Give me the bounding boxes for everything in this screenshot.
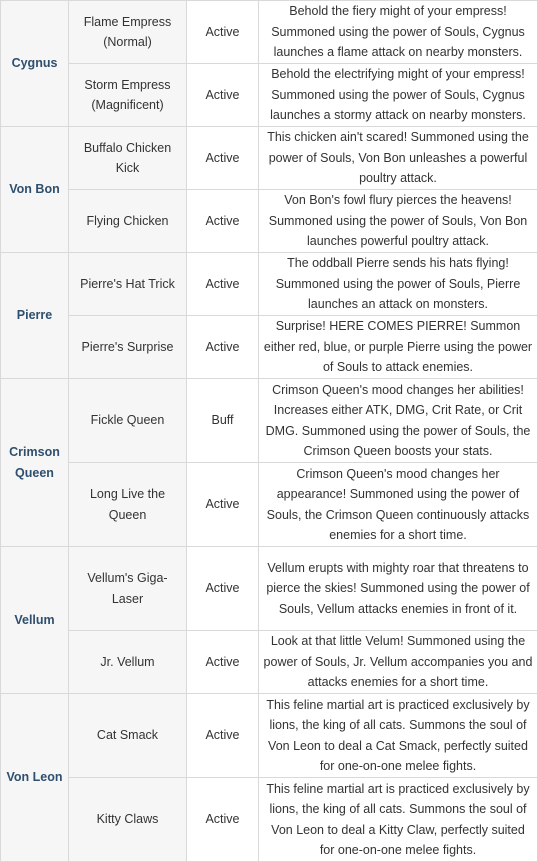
skill-type: Active — [205, 340, 239, 354]
skill-type-cell — [187, 463, 259, 547]
skill-name-cell — [69, 463, 187, 547]
skill-name: Flying Chicken — [87, 214, 169, 228]
skill-description-cell — [259, 127, 537, 190]
skill-description: The oddball Pierre sends his hats flying! Summoned using the power of Souls, Pierre launches an attack on monsters. — [276, 256, 521, 311]
skill-description-cell — [259, 316, 537, 379]
skill-name: Pierre's Surprise — [82, 340, 174, 354]
skill-type: Active — [205, 277, 239, 291]
skill-name-cell — [69, 127, 187, 190]
skill-description-cell — [259, 694, 537, 778]
boss-name-cell — [1, 694, 69, 862]
skill-name-cell — [69, 778, 187, 862]
skill-name: Fickle Queen — [91, 413, 165, 427]
skill-type-cell — [187, 379, 259, 463]
table-row — [1, 316, 537, 379]
table-row — [1, 64, 537, 127]
skill-description: Vellum erupts with mighty roar that threatens to pierce the skies! Summoned using the power of Souls, Vellum attacks enemies in front of it. — [266, 561, 529, 616]
skill-type: Active — [205, 655, 239, 669]
skill-name-cell — [69, 64, 187, 127]
skill-type-cell — [187, 64, 259, 127]
skill-name: Flame Empress (Normal) — [84, 15, 172, 50]
skill-description-cell — [259, 253, 537, 316]
skill-description-cell — [259, 778, 537, 862]
boss-name-cell — [1, 253, 69, 379]
skill-description-cell — [259, 64, 537, 127]
table-row — [1, 463, 537, 547]
skill-name-cell — [69, 1, 187, 64]
skill-type: Active — [205, 728, 239, 742]
skill-type: Active — [205, 497, 239, 511]
skill-description: Behold the fiery might of your empress! Summoned using the power of Souls, Cygnus launches a flame attack on nearby monsters. — [271, 4, 525, 59]
skill-type: Active — [205, 151, 239, 165]
skill-description: Behold the electrifying might of your empress! Summoned using the power of Souls, Cygnus launches a stormy attack on nearby monsters. — [270, 67, 526, 122]
boss-name: Von Bon — [9, 182, 59, 196]
table-row — [1, 1, 537, 64]
skill-description: Von Bon's fowl flury pierces the heavens! Summoned using the power of Souls, Von Bon launches powerful poultry attack. — [269, 193, 528, 248]
boss-name-cell — [1, 379, 69, 547]
boss-name: Vellum — [14, 613, 54, 627]
table-row — [1, 547, 537, 631]
skill-name: Pierre's Hat Trick — [80, 277, 175, 291]
skill-type-cell — [187, 547, 259, 631]
boss-name-cell — [1, 127, 69, 253]
skill-name: Jr. Vellum — [100, 655, 154, 669]
table-row — [1, 127, 537, 190]
skill-type: Active — [205, 214, 239, 228]
skill-name-cell — [69, 547, 187, 631]
skill-name-cell — [69, 631, 187, 694]
skill-type: Active — [205, 812, 239, 826]
skill-description-cell — [259, 463, 537, 547]
boss-name: Von Leon — [6, 770, 62, 784]
table-row — [1, 631, 537, 694]
skill-description-cell — [259, 1, 537, 64]
skill-name: Buffalo Chicken Kick — [84, 141, 171, 176]
skill-name: Kitty Claws — [97, 812, 159, 826]
table-row — [1, 379, 537, 463]
table-row — [1, 694, 537, 778]
skill-name-cell — [69, 253, 187, 316]
skill-description: This chicken ain't scared! Summoned using the power of Souls, Von Bon unleashes a powerful poultry attack. — [267, 130, 529, 185]
skill-type: Buff — [211, 413, 233, 427]
boss-name: Crimson Queen — [9, 445, 60, 480]
skill-name-cell — [69, 316, 187, 379]
skill-name: Vellum's Giga-Laser — [87, 571, 167, 606]
skill-type-cell — [187, 190, 259, 253]
skill-description-cell — [259, 190, 537, 253]
boss-name: Pierre — [17, 308, 52, 322]
skill-type-cell — [187, 694, 259, 778]
boss-name-cell — [1, 1, 69, 127]
skill-name: Long Live the Queen — [90, 487, 165, 522]
skill-description: Surprise! HERE COMES PIERRE! Summon either red, blue, or purple Pierre using the power of Souls to attack enemies. — [264, 319, 532, 374]
skill-name: Cat Smack — [97, 728, 158, 742]
skill-type: Active — [205, 25, 239, 39]
skill-description: Look at that little Velum! Summoned using the power of Souls, Jr. Vellum accompanies you and attacks enemies for a short time. — [264, 634, 533, 689]
skill-description-cell — [259, 379, 537, 463]
skill-description-cell — [259, 547, 537, 631]
skill-type: Active — [205, 88, 239, 102]
skill-type-cell — [187, 316, 259, 379]
skill-type: Active — [205, 581, 239, 595]
skill-type-cell — [187, 1, 259, 64]
table-row — [1, 190, 537, 253]
skill-type-cell — [187, 127, 259, 190]
skill-description: This feline martial art is practiced exclusively by lions, the king of all cats. Summons the soul of Von Leon to deal a Kitty Claw, perfectly suited for one-on-one melee fights. — [266, 782, 529, 858]
table-row — [1, 253, 537, 316]
skill-description: This feline martial art is practiced exclusively by lions, the king of all cats. Summons the soul of Von Leon to deal a Cat Smack, perfectly suited for one-on-one melee fights. — [266, 698, 529, 774]
skill-name-cell — [69, 190, 187, 253]
skill-name-cell — [69, 379, 187, 463]
table-row — [1, 778, 537, 862]
skill-type-cell — [187, 253, 259, 316]
skill-description: Crimson Queen's mood changes her appearance! Summoned using the power of Souls, the Crimson Queen continuously attacks enemies for a short time. — [267, 467, 530, 543]
skill-name: Storm Empress (Magnificent) — [84, 78, 170, 113]
skill-type-cell — [187, 631, 259, 694]
skill-name-cell — [69, 694, 187, 778]
skill-description: Crimson Queen's mood changes her abilities! Increases either ATK, DMG, Crit Rate, or Crit DMG. Summoned using the power of Souls, the Crimson Queen boosts your stats. — [266, 383, 531, 459]
skill-type-cell — [187, 778, 259, 862]
skill-description-cell — [259, 631, 537, 694]
boss-name: Cygnus — [12, 56, 58, 70]
boss-name-cell — [1, 547, 69, 694]
